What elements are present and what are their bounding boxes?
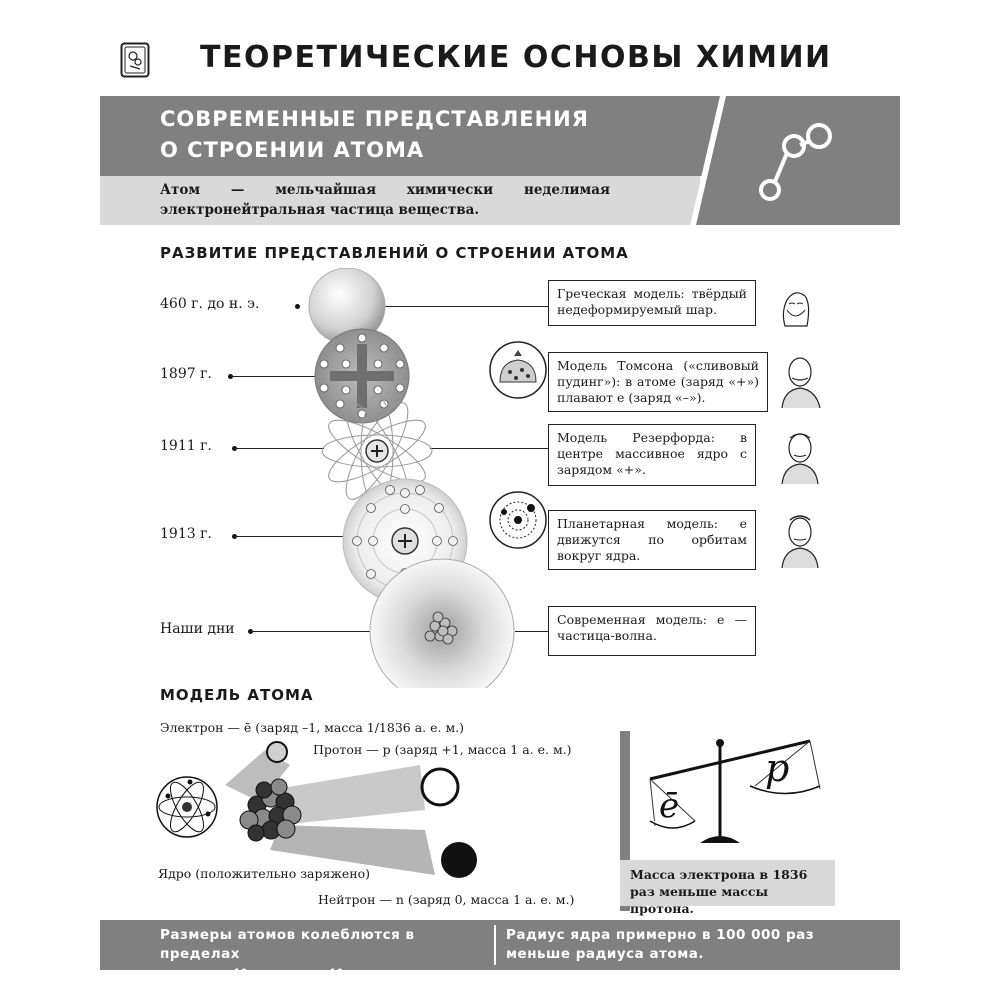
- mass-comparison-note: Масса электрона в 1836 раз меньше массы протона.: [620, 860, 835, 906]
- development-heading: РАЗВИТИЕ ПРЕДСТАВЛЕНИЙ О СТРОЕНИИ АТОМА: [160, 244, 629, 262]
- book-icon: [120, 42, 150, 78]
- footer-divider: [494, 925, 496, 965]
- atom-size-line2: [160, 964, 490, 987]
- model-description: Модель Томсона («сливовый пудинг»): в атоме (заряд «+») плавают е (заряд «–»).: [548, 352, 768, 412]
- section-title-line1: СОВРЕМЕННЫЕ ПРЕДСТАВЛЕНИЯ: [160, 107, 589, 131]
- atom-size-line1: Размеры атомов колеблются в пределах: [160, 927, 415, 962]
- section-title: [160, 104, 589, 166]
- atom-model-diagram: [150, 730, 490, 890]
- timeline-year: Наши дни: [160, 621, 235, 637]
- neutron-label: Нейтрон — n (заряд 0, масса 1 а. е. м.): [318, 892, 575, 907]
- plum-pudding-icon: [488, 340, 548, 400]
- scale-electron-symbol: ē: [659, 786, 680, 826]
- atom-model-heading: МОДЕЛЬ АТОМА: [160, 686, 314, 704]
- atom-definition: Атом — мельчайшая химически неделимая электронейтральная частица вещества.: [160, 182, 610, 218]
- atom-size-note: [160, 926, 490, 987]
- timeline-year: 1913 г.: [160, 526, 212, 542]
- model-description: Планетарная модель: е движутся по орбитам вокруг ядра.: [548, 510, 756, 570]
- scientist-portrait-icon: [778, 512, 822, 568]
- scientist-portrait-icon: [775, 282, 817, 328]
- molecule-icon: [690, 96, 900, 225]
- planetary-orbit-icon: [488, 490, 548, 550]
- atom-size-to: до 5 · 10: [247, 968, 325, 985]
- timeline-year: 1897 г.: [160, 366, 212, 382]
- scientist-portrait-icon: [778, 428, 822, 484]
- scale-proton-symbol: p: [765, 746, 790, 790]
- proton-label: Протон — p (заряд +1, масса 1 а. е. м.): [313, 742, 572, 757]
- thomson-model: [315, 329, 409, 423]
- atom-icon: [157, 777, 217, 837]
- nucleus-label: Ядро (положительно заряжено): [158, 866, 370, 881]
- page-title: ТЕОРЕТИЧЕСКИЕ ОСНОВЫ ХИМИИ: [200, 40, 832, 75]
- atom-size-from: от 1 · 10: [160, 968, 230, 985]
- neutron-sphere: [441, 842, 477, 878]
- timeline-year: 460 г. до н. э.: [160, 296, 260, 312]
- atom-models-illustration: [280, 268, 540, 688]
- timeline-year: 1911 г.: [160, 438, 212, 454]
- balance-scale-icon: [635, 731, 835, 861]
- model-description: Современная модель: е — частица-волна.: [548, 606, 756, 656]
- atom-size-exp1: –10: [229, 968, 248, 978]
- section-title-line2: О СТРОЕНИИ АТОМА: [160, 138, 425, 162]
- electron-label: Электрон — ē (заряд –1, масса 1/1836 а. е. м.): [160, 720, 465, 735]
- scientist-portrait-icon: [778, 352, 824, 408]
- model-description: Модель Резерфорда: в центре массивное ядро с зарядом «+».: [548, 424, 756, 486]
- atom-size-unit: м.: [343, 968, 366, 985]
- nucleus-radius-note: Радиус ядра примерно в 100 000 раз меньше радиуса атома.: [506, 927, 815, 962]
- model-description: Греческая модель: твёрдый недеформируемый шар.: [548, 280, 756, 326]
- proton-sphere: [422, 769, 458, 805]
- atom-size-exp2: –10: [324, 968, 344, 978]
- electron-sphere: [267, 742, 287, 762]
